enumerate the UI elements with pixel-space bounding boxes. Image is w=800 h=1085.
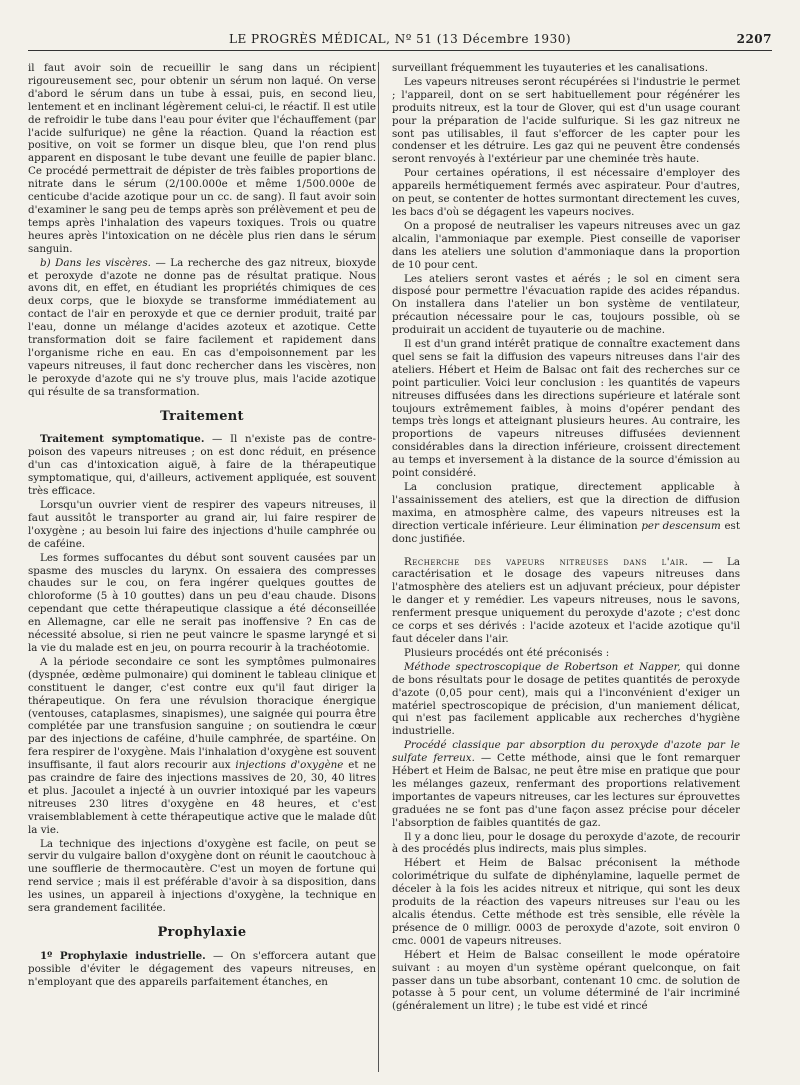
paragraph: Lorsqu'un ouvrier vient de respirer des vapeurs nitreuses, il faut aussitôt le transporter au grand air, lui faire respirer de l'oxygène ; au besoin lui faire des injections d'huile camphrée ou de caféine.: [28, 499, 376, 550]
emphasis: injections d'oxygène: [235, 759, 344, 772]
paragraph: [28, 257, 376, 399]
paragraph: [392, 739, 740, 829]
running-title: LE PROGRÈS MÉDICAL, Nº 51 (13 Décembre 1930): [228, 32, 572, 46]
paragraph-text: — Cette méthode, ainsi que le font remarquer Hébert et Heim de Balsac, ne peut être mise en pratique que pour les mélanges gazeux, renfermant des proportions relativement importantes de vapeurs nitreuses, car les lectures sur éprouvettes graduées ne se font pas d'une façon assez précise pour déceler l'absorption de faibles quantités de gaz.: [392, 752, 740, 829]
paragraph: Les vapeurs nitreuses seront récupérées si l'industrie le permet ; l'appareil, dont on se sert habituellement pour régénérer les produits nitreux, est la tour de Glover, qui est d'un usage courant pour la préparation de l'acide sulfurique. Si les gaz nitreux ne sont pas utilisables, il faut s'efforcer de les capter pour les condenser et les détruire. Les gaz qui ne peuvent être condensés seront renvoyés à l'extérieur par une cheminée très haute.: [392, 75, 740, 166]
paragraph: [28, 950, 376, 989]
paragraph: Pour certaines opérations, il est nécessaire d'employer des appareils hermétiquement fermés avec aspirateur. Pour d'autres, on peut, se contenter de hottes surmontant directement les cuves, les bacs d'où se dégagent les vapeurs nocives.: [392, 167, 740, 218]
paragraph-text: La conclusion pratique, directement applicable à l'assainissement des ateliers, est que la direction de diffusion maxima, en atmosphère calme, des vapeurs nitreuses est la direction verticale inférieure. Leur élimination: [392, 481, 740, 532]
paragraph-text: est donc justifiée.: [392, 519, 740, 545]
paragraph: [392, 556, 740, 646]
paragraph-text: qui donne de bons résultats pour le dosage de petites quantités de peroxyde d'azote (0,05 pour cent), mais qui a l'inconvénient d'exiger un matériel spectroscopique de précision, d'un maniement délicat, qui n'est pas facilement applicable aux recherches d'hygiène industrielle.: [392, 660, 740, 738]
paragraph: Il est d'un grand intérêt pratique de connaître exactement dans quel sens se fait la diffusion des vapeurs nitreuses dans l'air des ateliers. Hébert et Heim de Balsac ont fait des recherches sur ce point particulier. Voici leur conclusion : les quantités de vapeurs nitreuses diffusées dans les directions supérieure et latérale sont toujours extrêmement faibles, à moins d'opérer pendant des temps très longs et atteignant plusieurs heures. Au contraire, les proportions de vapeurs nitreuses diffusées deviennent considérables dans la direction inférieure, croissent directement au temps et inversement à la distance de la source d'émission au point considéré.: [392, 338, 740, 480]
section-heading: Traitement: [160, 408, 244, 424]
page-number: 2207: [736, 32, 772, 46]
paragraph: Les ateliers seront vastes et aérés ; le sol en ciment sera disposé pour permettre l'évacuation rapide des acides répandus. On installera dans l'atelier un bon système de ventilateur, précaution nécessaire pour le cas, toujours possible, où se produirait un accident de tuyauterie ou de machine.: [392, 272, 740, 337]
paragraph: Les formes suffocantes du début sont souvent causées par un spasme des muscles du larynx. On essaiera des compresses chaudes sur le cou, on fera ingérer quelques gouttes de chloroforme (5 à 10 gouttes) dans un peu d'eau chaude. Disons cependant que cette thérapeutique classique a été déconseillée en Allemagne, car elle ne serait pas inoffensive ? En cas de nécessité absolue, si rien ne peut vaincre le spasme laryngé et si la vie du malade est en jeu, on pourra recourir à la trachéotomie.: [28, 551, 376, 654]
paragraph-text: A la période secondaire ce sont les symptômes pulmonaires (dyspnée, œdème pulmonaire) qui dominent le tableau clinique et constituent le danger, c'est contre eux qu'il faut diriger la thérapeutique. On fera une révulsion thoracique énergique (ventouses, cataplasmes, sinapismes), une saignée qui pourra être complétée par une transfusion sanguine ; on soutiendra le cœur par des injections de caféine, d'huile camphrée, de spartéine. On fera respirer de l'oxygène. Mais l'inhalation d'oxygène est souvent insuffisante, il faut alors recourir aux: [28, 655, 376, 772]
subheading: Procédé classique par absorption du peroxyde d'azote par le sulfate ferreux.: [392, 739, 740, 765]
paragraph: il faut avoir soin de recueillir le sang dans un récipient rigoureusement sec, pour obtenir un sérum non laqué. On verse d'abord le sérum dans un tube à essai, puis, en second lieu, lentement et en inclinant légèrement celui-ci, le réactif. Il est utile de refroidir le tube dans l'eau pour éviter que l'échauffement (par l'acide sulfurique) ne gêne la réaction. Quand la réaction est positive, on voit se former un disque bleu, que l'on rend plus apparent en disposant le tube devant une feuille de papier blanc. Ce procédé permettrait de dépister de très faibles proportions de nitrate dans le sérum (2/100.000e et même 1/500.000e de centicube d'acide azotique pour un cc. de sang). Il faut avoir soin d'examiner le sang peu de temps après son prélèvement et peu de temps après l'inhalation des vapeurs toxiques. Trois ou quatre heures après l'intoxication on ne décèle plus rien dans le sérum sanguin.: [28, 62, 376, 255]
paragraph: Il y a donc lieu, pour le dosage du peroxyde d'azote, de recourir à des procédés plus indirects, mais plus simples.: [392, 830, 740, 856]
subheading: b) Dans les viscères.: [40, 256, 151, 269]
paragraph: On a proposé de neutraliser les vapeurs nitreuses avec un gaz alcalin, l'ammoniaque par exemple. Piest conseille de vaporiser dans les ateliers une solution d'ammoniaque dans la proportion de 10 pour cent.: [392, 219, 740, 271]
paragraph: Plusieurs procédés ont été préconisés :: [404, 646, 610, 659]
paragraph: [392, 661, 740, 738]
left-column: [28, 62, 376, 1072]
subheading: Recherche des vapeurs nitreuses dans l'air.: [404, 555, 689, 568]
paragraph: Hébert et Heim de Balsac conseillent le mode opératoire suivant : au moyen d'un système opérant quelconque, on fait passer dans un tube absorbant, contenant 10 cmc. de solution de potasse à 5 pour cent, un volume déterminé de l'air incriminé (généralement un litre) ; le tube est vidé et rincé: [392, 948, 740, 1013]
paragraph: Hébert et Heim de Balsac préconisent la méthode colorimétrique du sulfate de diphénylamine, laquelle permet de déceler à la fois les acides nitreux et nitrique, qui sont les deux produits de la réaction des vapeurs nitreuses sur l'eau ou les alcalis étendus. Cette méthode est très sensible, elle révèle la présence de 0 milligr. 0003 de peroxyde d'azote, soit environ 0 cmc. 0001 de vapeurs nitreuses.: [392, 857, 740, 947]
right-column: [392, 62, 740, 1072]
emphasis: per descensum: [641, 519, 721, 532]
paragraph: [28, 433, 376, 498]
subheading: 1º Prophylaxie industrielle.: [40, 949, 206, 962]
running-header: [28, 30, 772, 51]
subheading: Traitement symptomatique.: [40, 433, 205, 446]
paragraph-text: — La recherche des gaz nitreux, bioxyde et peroxyde d'azote ne donne pas de résultat pratique. Nous avons dit, en effet, en étudiant les propriétés chimiques de ces deux corps, que le bioxyde se transforme immédiatement au contact de l'air en peroxyde et que ce dernier produit, traité par l'eau, donne un mélange d'acides azoteux et azotique. Cette transformation doit se faire facilement et rapidement dans l'organisme riche en eau. En cas d'empoisonnement par les vapeurs nitreuses, il faut donc rechercher dans les viscères, non le peroxyde d'azote qui ne s'y trouve plus, mais l'acide azotique qui résulte de sa transformation.: [28, 256, 376, 398]
paragraph: La technique des injections d'oxygène est facile, on peut se servir du vulgaire ballon d'oxygène dont on réunit le caoutchouc à une soufflerie de thermocautère. C'est un moyen de fortune qui rend service ; mais il est préférable d'avoir à sa disposition, dans les usines, un appareil à injections d'oxygène, la technique en sera grandement facilitée.: [28, 837, 376, 915]
section-heading: Prophylaxie: [157, 925, 247, 940]
paragraph: surveillant fréquemment les tuyauteries et les canalisations.: [392, 62, 708, 74]
paragraph-text: et ne pas craindre de faire des injections massives de 20, 30, 40 litres et plus. Jacoulet a injecté à un ouvrier intoxiqué par les vapeurs nitreuses 230 litres d'oxygène en 48 heures, et c'est vraisemblablement à cette thérapeutique active que le malade dût la vie.: [28, 759, 376, 836]
paragraph-text: — La caractérisation et le dosage des vapeurs nitreuses dans l'atmosphère des ateliers est un adjuvant précieux, pour dépister le danger et y remédier. Les vapeurs nitreuses, nous le savons, renferment presque uniquement du peroxyde d'azote ; c'est donc ce corps et ses dérivés : l'acide azoteux et l'acide azotique qu'il faut déceler dans l'air.: [392, 555, 740, 645]
paragraph: [28, 656, 376, 837]
subheading: Méthode spectroscopique de Robertson et Napper,: [404, 660, 681, 673]
paragraph: [392, 481, 740, 546]
paragraph-text: — Il n'existe pas de contre-poison des vapeurs nitreuses ; on est donc réduit, en présence d'un cas d'intoxication aiguë, à faire de la thérapeutique symptomatique, qui, d'ailleurs, activement appliquée, est souvent très efficace.: [28, 433, 376, 498]
paragraph-text: — On s'efforcera autant que possible d'éviter le dégagement des vapeurs nitreuses, en n'employant que des appareils parfaitement étanches, en: [28, 949, 376, 988]
column-divider: [378, 62, 379, 1072]
